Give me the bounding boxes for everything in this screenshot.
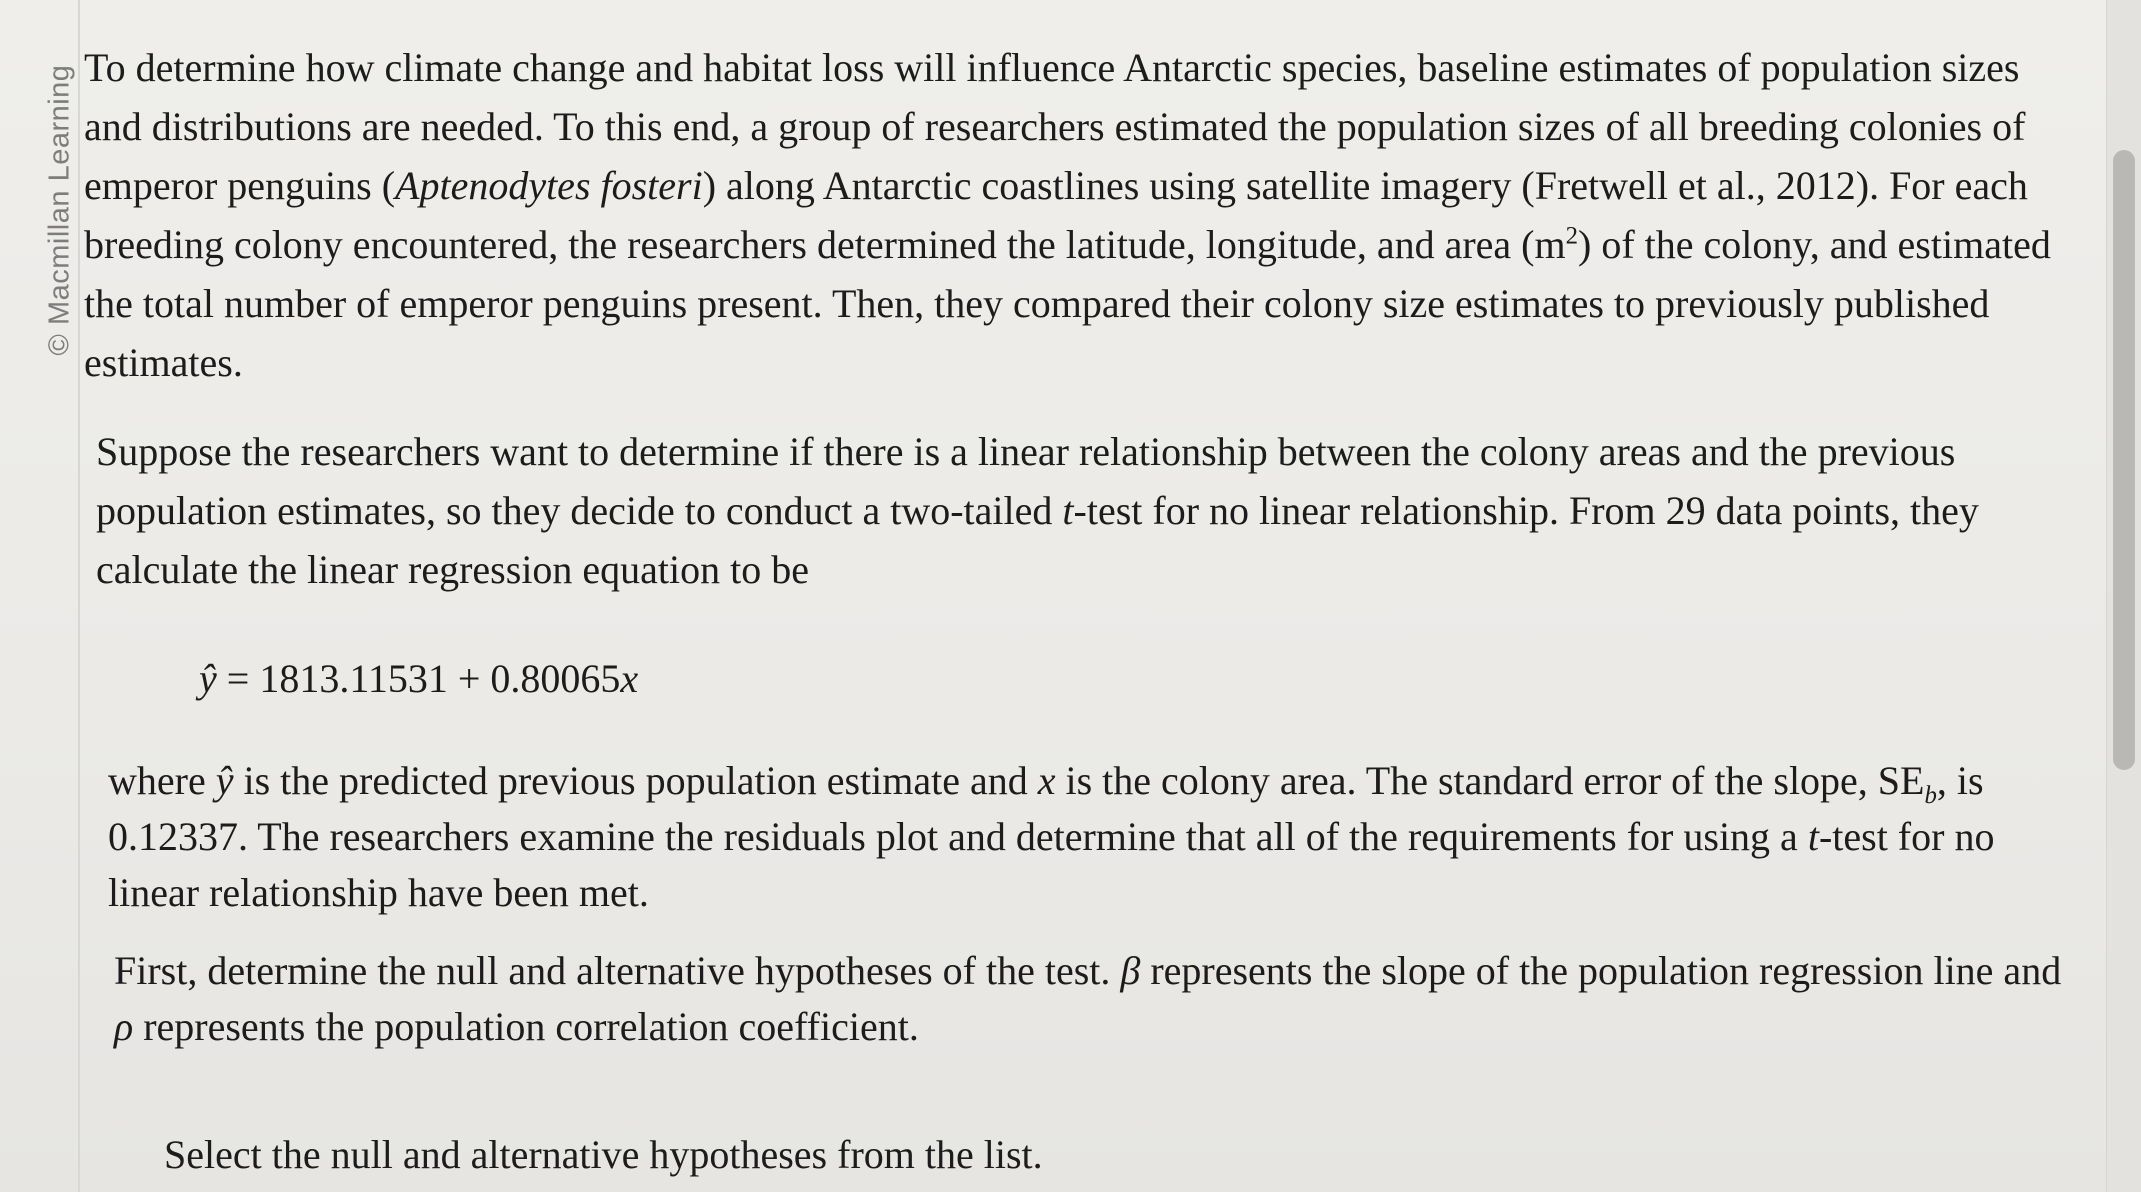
text-span: is the colony area. The standard error of the slope, SE	[1055, 758, 1925, 803]
hypotheses-paragraph	[114, 943, 2074, 1055]
text-span: represents the population correlation coefficient.	[133, 1004, 919, 1049]
t-symbol: t	[1062, 488, 1074, 533]
rho-symbol: ρ	[114, 1004, 134, 1049]
setup-paragraph	[96, 422, 2074, 599]
t-symbol: t	[1807, 814, 1819, 859]
equation-rhs: = 1813.11531 + 0.80065	[216, 656, 621, 701]
y-hat-symbol: ŷ	[215, 758, 234, 803]
definitions-paragraph	[108, 753, 2074, 921]
copyright-watermark: © Macmillan Learning	[43, 64, 76, 356]
text-span: where	[108, 758, 216, 803]
text-span: -test for no linear relationship. From 29 data points, they calculate the linear regression equation to be	[96, 488, 1979, 592]
scrollbar[interactable]	[2106, 0, 2141, 1192]
left-border	[78, 0, 80, 1192]
x-symbol: x	[620, 656, 639, 701]
instruction-text: Select the null and alternative hypotheses from the list.	[164, 1132, 1043, 1177]
text-span: represents the slope of the population regression line and	[1140, 948, 2062, 993]
text-span: First, determine the null and alternative hypotheses of the test.	[114, 948, 1121, 993]
text-span: -test for no linear relationship have been met.	[108, 814, 1995, 915]
text-span: ) of the colony, and estimated the total number of emperor penguins present. Then, they compared their colony size estimates to previously published estimates.	[84, 222, 2051, 385]
scrollbar-thumb[interactable]	[2113, 150, 2135, 770]
y-hat-symbol: ŷ	[199, 656, 217, 701]
question-content	[84, 38, 2074, 1184]
superscript: 2	[1565, 222, 1579, 250]
text-span: , is 0.12337. The researchers examine the residuals plot and determine that all of the requirements for using a	[108, 758, 1984, 859]
text-span: Suppose the researchers want to determine if there is a linear relationship between the colony areas and the previous population estimates, so they decide to conduct a two-tailed	[96, 429, 1956, 533]
intro-paragraph	[84, 38, 2074, 392]
species-name: Aptenodytes fosteri	[395, 163, 703, 208]
x-symbol: x	[1037, 758, 1056, 803]
beta-symbol: β	[1120, 948, 1141, 993]
subscript-b: b	[1924, 782, 1937, 809]
text-span: is the predicted previous population estimate and	[233, 758, 1038, 803]
regression-equation	[199, 649, 2074, 708]
text-span: ) along Antarctic coastlines using satellite imagery (Fretwell et al., 2012). For each breeding colony encountered, the researchers determined the latitude, longitude, and area (m	[84, 163, 2028, 267]
text-span: To determine how climate change and habitat loss will influence Antarctic species, baseline estimates of population sizes and distributions are needed. To this end, a group of researchers estimated the population sizes of all breeding colonies of emperor penguins (	[84, 45, 2026, 208]
